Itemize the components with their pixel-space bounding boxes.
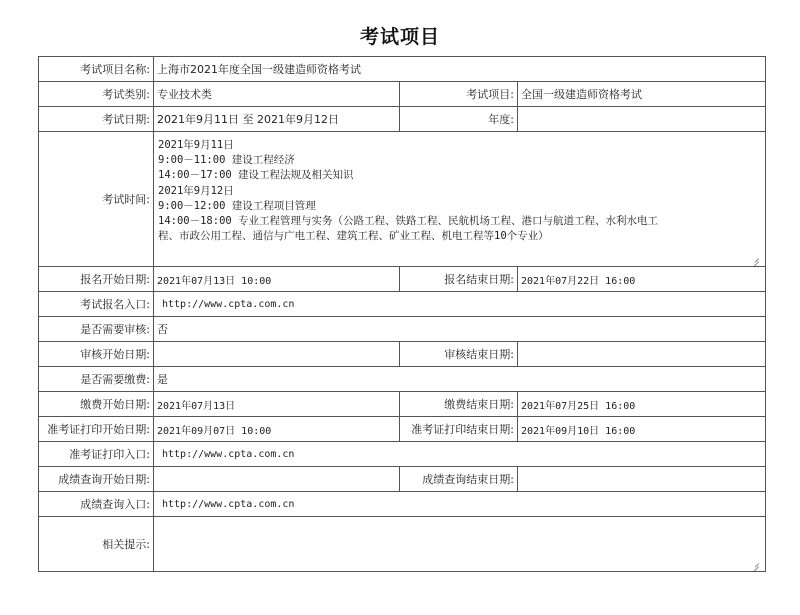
reg-start-value: 2021年07月13日 10:00	[154, 267, 400, 292]
need-review-label: 是否需要审核:	[39, 317, 154, 342]
exam-time-line: 2021年9月11日	[158, 139, 234, 151]
need-fee-value: 是	[154, 367, 766, 392]
ticket-end-label: 准考证打印结束日期:	[400, 417, 518, 442]
exam-item-value: 全国一级建造师资格考试	[518, 82, 766, 107]
fee-start-label: 缴费开始日期:	[39, 392, 154, 417]
table-row	[39, 367, 766, 392]
exam-time-line: 程、市政公用工程、通信与广电工程、建筑工程、矿业工程、机电工程等10个专业）	[158, 230, 549, 243]
table-row	[39, 57, 766, 82]
score-start-label: 成绩查询开始日期:	[39, 467, 154, 492]
resize-grip-icon[interactable]	[751, 254, 759, 262]
exam-time-line: 14:00－17:00 建设工程法规及相关知识	[158, 169, 354, 182]
exam-time-line: 2021年9月12日	[158, 184, 234, 197]
exam-name-value: 上海市2021年度全国一级建造师资格考试	[154, 57, 766, 82]
review-end-value	[518, 342, 766, 367]
ticket-start-label: 准考证打印开始日期:	[39, 417, 154, 442]
exam-date-label: 考试日期:	[39, 107, 154, 132]
need-fee-label: 是否需要缴费:	[39, 367, 154, 392]
reg-end-label: 报名结束日期:	[400, 267, 518, 292]
score-entry-link[interactable]: http://www.cpta.com.cn	[154, 492, 766, 517]
resize-grip-icon[interactable]	[751, 559, 759, 567]
score-end-label: 成绩查询结束日期:	[400, 467, 518, 492]
table-row	[39, 442, 766, 467]
table-row	[39, 392, 766, 417]
notes-textarea[interactable]	[154, 517, 766, 572]
category-label: 考试类别:	[39, 82, 154, 107]
exam-time-label: 考试时间:	[39, 132, 154, 267]
ticket-end-value: 2021年09月10日 16:00	[518, 417, 766, 442]
exam-date-value: 2021年9月11日 至 2021年9月12日	[154, 107, 400, 132]
table-row	[39, 132, 766, 267]
exam-time-line: 14:00－18:00 专业工程管理与实务（公路工程、铁路工程、民航机场工程、港口与航道工程、水利水电工	[158, 215, 659, 228]
exam-time-line: 9:00－12:00 建设工程项目管理	[158, 199, 316, 212]
table-row	[39, 82, 766, 107]
exam-time-textarea[interactable]	[154, 132, 766, 267]
page-title: 考试项目	[359, 26, 440, 48]
score-start-value	[154, 467, 400, 492]
table-row	[39, 342, 766, 367]
table-row	[39, 292, 766, 317]
fee-end-label: 缴费结束日期:	[400, 392, 518, 417]
exam-info-table	[38, 56, 766, 572]
score-entry-label: 成绩查询入口:	[39, 492, 154, 517]
reg-start-label: 报名开始日期:	[39, 267, 154, 292]
exam-name-label: 考试项目名称:	[39, 57, 154, 82]
year-value	[518, 107, 766, 132]
ticket-entry-link[interactable]: http://www.cpta.com.cn	[154, 442, 766, 467]
ticket-entry-label: 准考证打印入口:	[39, 442, 154, 467]
table-row	[39, 417, 766, 442]
reg-entry-link[interactable]: http://www.cpta.com.cn	[154, 292, 766, 317]
table-row	[39, 492, 766, 517]
fee-end-value: 2021年07月25日 16:00	[518, 392, 766, 417]
reg-entry-label: 考试报名入口:	[39, 292, 154, 317]
exam-time-line: 9:00－11:00 建设工程经济	[158, 154, 295, 167]
review-start-value	[154, 342, 400, 367]
ticket-start-value: 2021年09月07日 10:00	[154, 417, 400, 442]
year-label: 年度:	[400, 107, 518, 132]
review-end-label: 审核结束日期:	[400, 342, 518, 367]
table-row	[39, 107, 766, 132]
reg-end-value: 2021年07月22日 16:00	[518, 267, 766, 292]
fee-start-value: 2021年07月13日	[154, 392, 400, 417]
score-end-value	[518, 467, 766, 492]
table-row	[39, 467, 766, 492]
need-review-value: 否	[154, 317, 766, 342]
category-value: 专业技术类	[154, 82, 400, 107]
table-row	[39, 517, 766, 572]
review-start-label: 审核开始日期:	[39, 342, 154, 367]
exam-item-label: 考试项目:	[400, 82, 518, 107]
table-row	[39, 317, 766, 342]
notes-label: 相关提示:	[39, 517, 154, 572]
table-row	[39, 267, 766, 292]
